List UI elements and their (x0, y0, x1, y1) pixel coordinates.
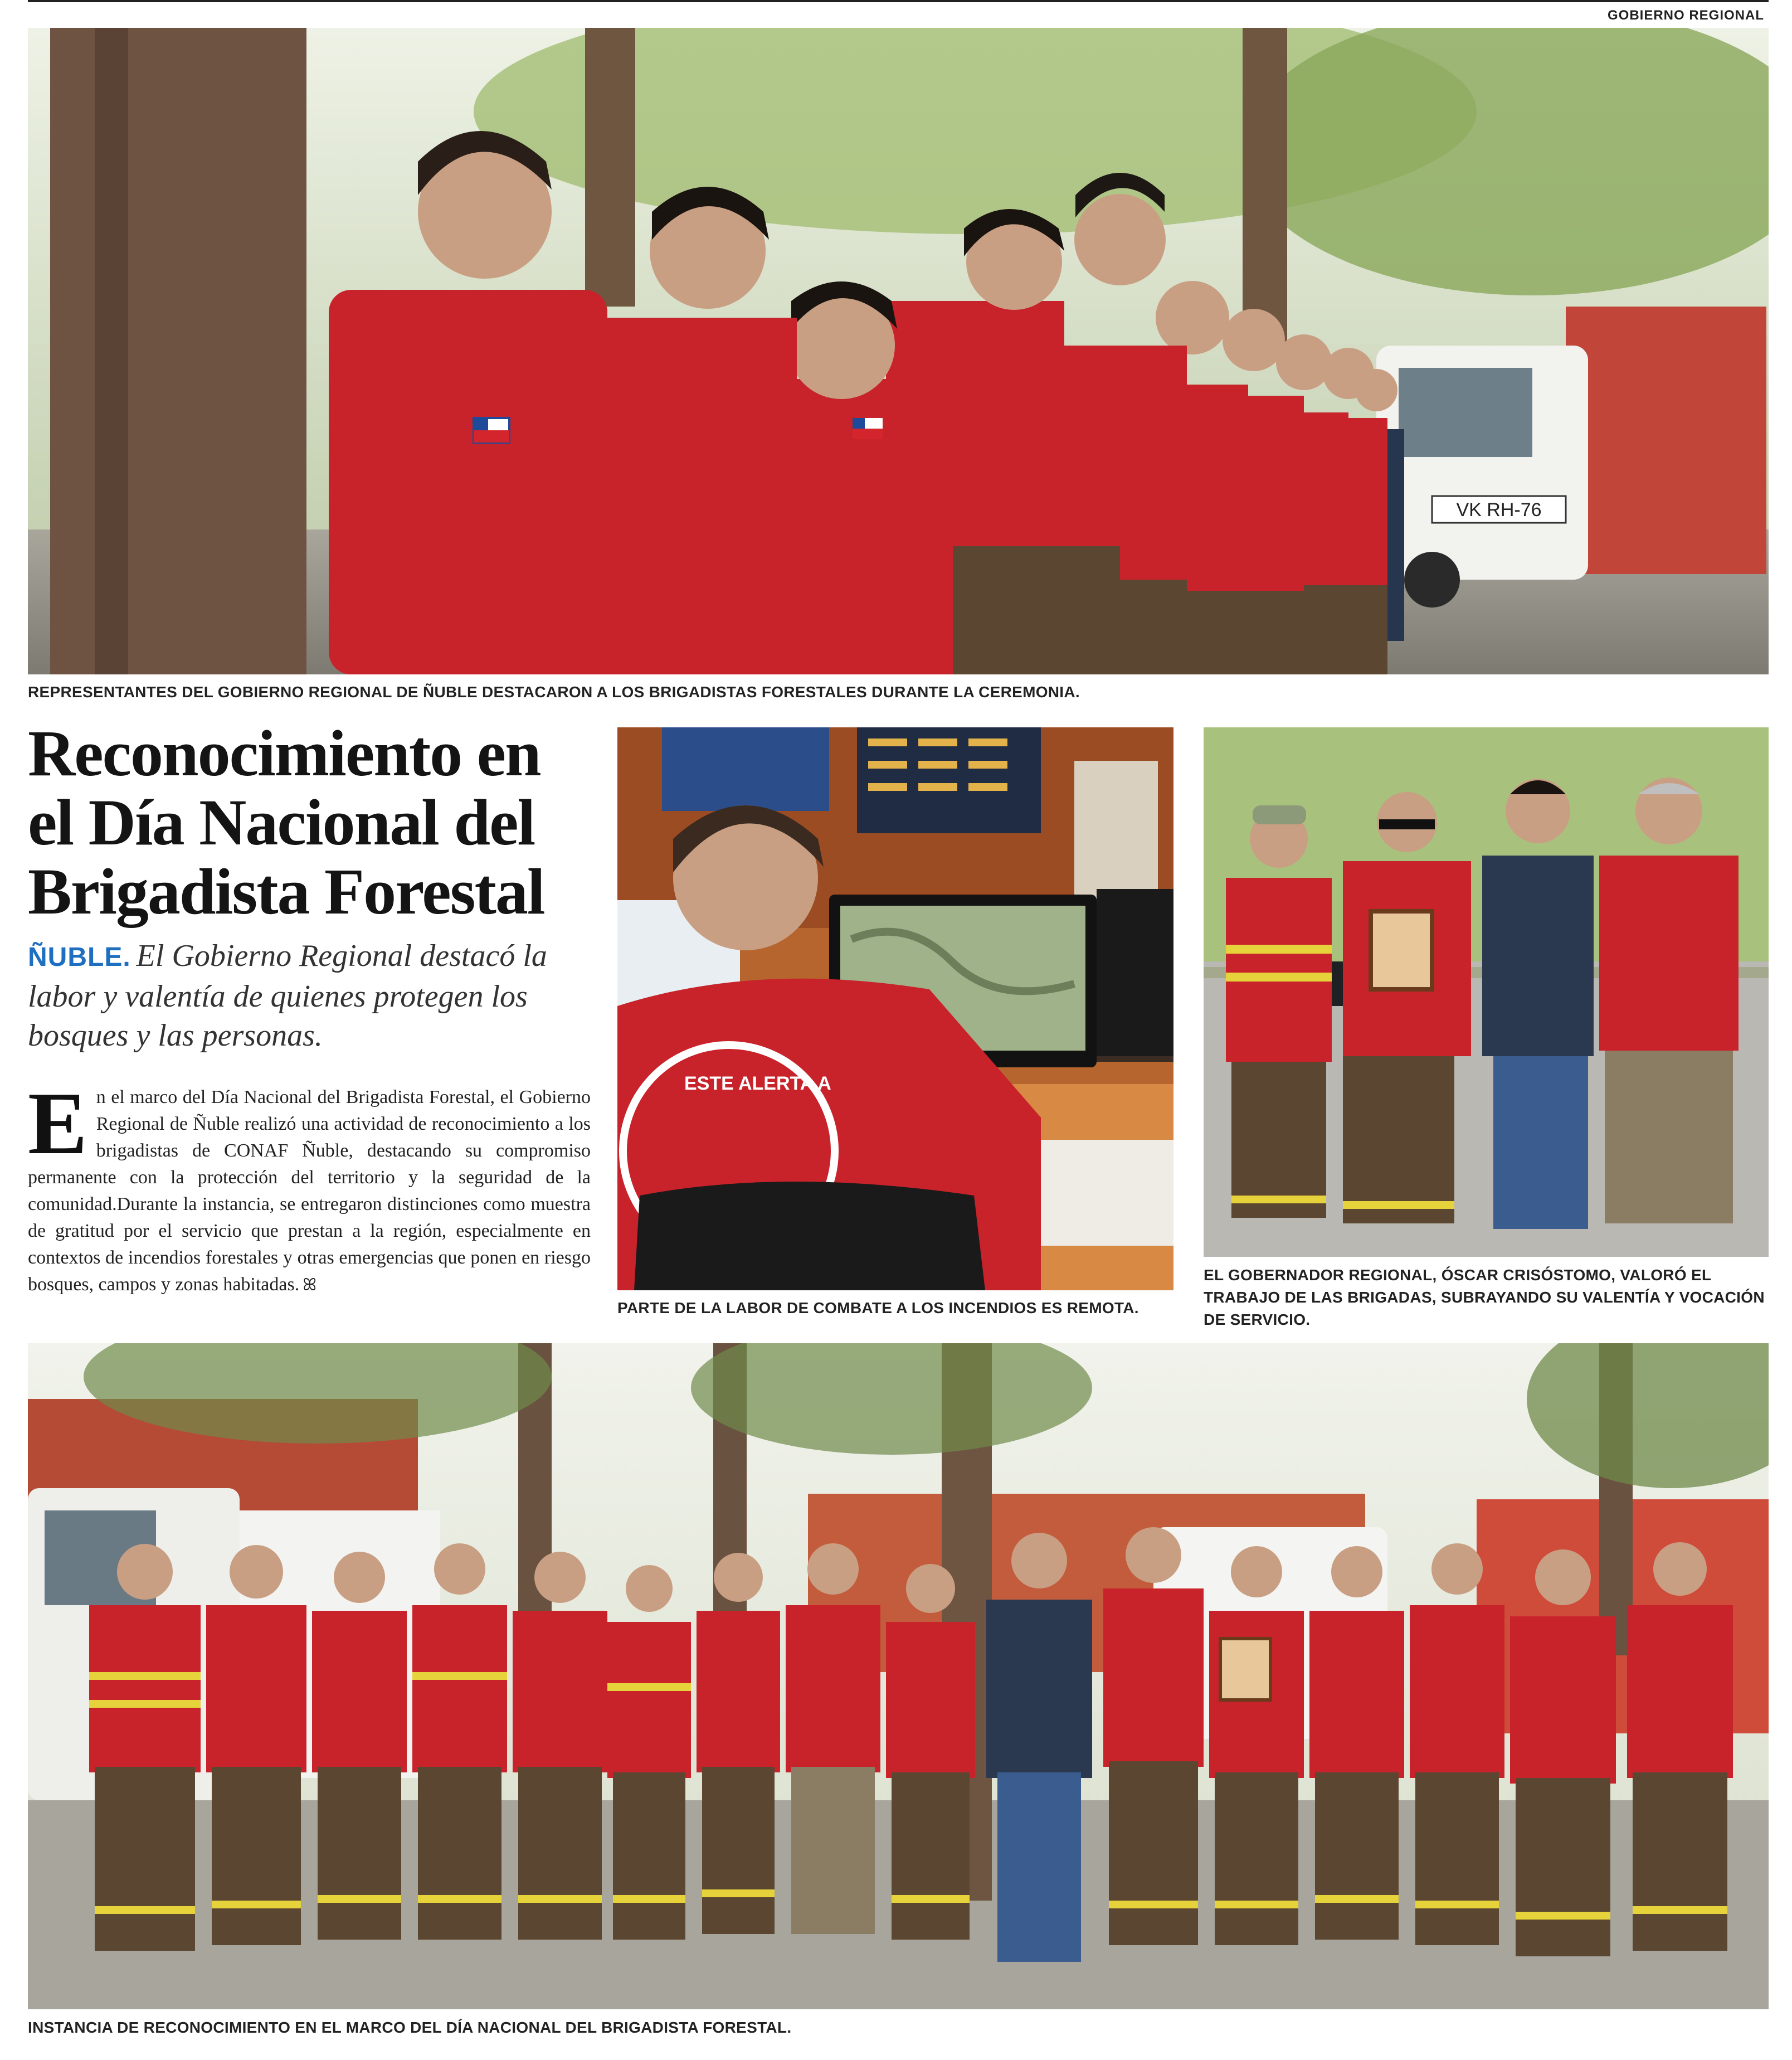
article-deck (28, 936, 591, 1055)
top-photo-caption: REPRESENTANTES DEL GOBIERNO REGIONAL DE ÑUBLE DESTACARON A LOS BRIGADISTAS FORESTALES DURANTE LA CEREMONIA. (28, 683, 1080, 701)
article-body (28, 1073, 591, 1299)
truck-plate: VK RH-76 (1456, 499, 1542, 521)
top-photo (28, 28, 1769, 674)
top-rule (28, 0, 1769, 2)
right-photo (1204, 727, 1769, 1257)
end-mark-icon: ꕤ (303, 1276, 317, 1294)
bottom-photo (28, 1343, 1769, 2009)
drop-cap: E (28, 1073, 87, 1173)
section-label: GOBIERNO REGIONAL (1607, 8, 1764, 23)
middle-photo-caption: PARTE DE LA LABOR DE COMBATE A LOS INCENDIOS ES REMOTA. (617, 1299, 1139, 1316)
deck-location-tag: ÑUBLE. (28, 942, 131, 972)
right-photo-caption: EL GOBERNADOR REGIONAL, ÓSCAR CRISÓSTOMO, VALORÓ EL TRABAJO DE LAS BRIGADAS, SUBRAYANDO SU VALENTÍA Y VOCACIÓN DE SERVICIO. (1204, 1266, 1765, 1328)
deck-text: El Gobierno Regional destacó la labor y valentía de quienes protegen los bosques y las personas. (28, 939, 547, 1053)
shirt-print-text: ESTE ALERTA A (684, 1073, 831, 1094)
bottom-photo-caption: INSTANCIA DE RECONOCIMIENTO EN EL MARCO DEL DÍA NACIONAL DEL BRIGADISTA FORESTAL. (28, 2019, 792, 2036)
middle-photo (617, 727, 1173, 1290)
article-headline: Reconocimiento en el Día Nacional del Brigadista Forestal (28, 717, 544, 928)
article-body-text: n el marco del Día Nacional del Brigadista Forestal, el Gobierno Regional de Ñuble realizó una actividad de reconocimiento a los brigadistas de CONAF Ñuble, destacando su compromiso permanente con la protección del territorio y la seguridad de la comunidad.Durante la instancia, se entregaron distinciones como muestra de gratitud por el servicio que prestan a la región, especialmente en contextos de incendios forestales y otras emergencias que ponen en riesgo bosques, campos y zonas habitadas. (28, 1087, 591, 1295)
